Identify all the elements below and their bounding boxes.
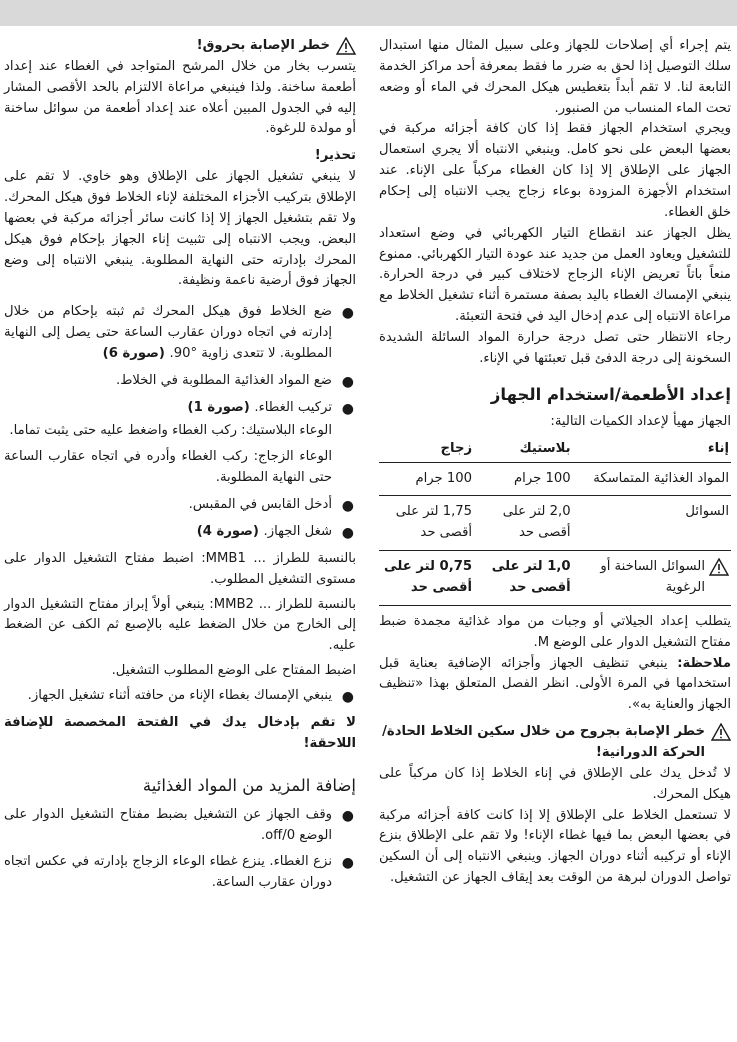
step-text: تركيب الغطاء. xyxy=(254,399,332,415)
row-label: السوائل xyxy=(573,496,731,551)
list-item xyxy=(4,495,356,516)
header-container: إناء xyxy=(573,437,731,462)
step-text: وقف الجهاز عن التشغيل بضبط مفتاح التشغيل الدوار على الوضع off/0. xyxy=(4,806,332,843)
step-text: نزع الغطاء. ينزع غطاء الوعاء الزجاج بإدارته في عكس اتجاه دوران عقارب الساعة. xyxy=(4,854,332,891)
lid-opening-warning: لا تقم بإدخال يدك في الفتحة المخصصة للإضافة اللاحقة! xyxy=(4,714,356,751)
usage-steps-list-2 xyxy=(4,686,356,707)
note-paragraph xyxy=(379,654,731,717)
quantities-table xyxy=(379,437,731,606)
list-item xyxy=(4,805,356,847)
step-text: ضع المواد الغذائية المطلوبة في الخلاط. xyxy=(116,372,332,388)
note-text: ينبغي تنظيف الجهاز وأجزائه الإضافية بعناية قبل استخدامها في المرة الأولى. انظر الفصل المتعلق بهذا «تنظيف الجهاز والعناية به». xyxy=(379,655,731,713)
adding-steps-list xyxy=(4,805,356,894)
row-plastic-value: 2,0 لتر على أقصى حد xyxy=(474,496,573,551)
intro-paragraph-2: ويجري استخدام الجهاز فقط إذا كان كافة أجزائه مركبة في بعضها البعض على نحو كامل. وينبغي الانتباه ألا يجري استعمال الجهاز على الإطلاق إلا إذا كان الغطاء مركباً على الإناء. عند استخدام الأجهزة المزودة بوعاء زجاج يجب الانتباه إلى إحكام خلق الغطاء. xyxy=(379,121,731,220)
table-header-row xyxy=(379,437,731,462)
bullet-icon: ● xyxy=(341,373,354,390)
figure-ref: (صورة 4) xyxy=(196,524,264,540)
table-intro: الجهاز مهيأ لإعداد الكميات التالية: xyxy=(550,413,731,429)
row-glass-value: 0,75 لتر على أقصى حد xyxy=(379,551,474,606)
usage-steps-list xyxy=(4,302,356,543)
burn-warning-title xyxy=(4,36,356,57)
left-column xyxy=(4,36,356,900)
section-title-adding: إضافة المزيد من المواد الغذائية xyxy=(142,775,356,795)
intro-paragraph-1: يتم إجراء أي إصلاحات للجهاز وعلى سبيل المثال منها استبدال سلك التوصيل إذا لحق به ضرر ما فقط بمعرفة أحد مراكز الخدمة التابعة لنا. لا تقم أبداً بتغطيس هيكل المحرك في الماء أو وضعه تحت الماء المنساب من الصنبور. xyxy=(379,38,731,116)
table-row xyxy=(379,496,731,551)
right-column xyxy=(379,36,731,889)
blade-warning-text: خطر الإصابة بجروح من خلال سكين الخلاط الحادة/الحركة الدورانية! xyxy=(382,724,705,760)
section-title-preparation: إعداد الأطعمة/استخدام الجهاز xyxy=(490,384,731,404)
blade-warning-title xyxy=(379,722,731,764)
note-label: ملاحظة: xyxy=(677,655,731,671)
list-item xyxy=(4,852,356,894)
row-label: السوائل الساخنة أو الرغوية xyxy=(600,559,705,595)
row-plastic-value: 1,0 لتر على أقصى حد xyxy=(474,551,573,606)
row-plastic-value: 100 جرام xyxy=(474,462,573,496)
step-text: ضع الخلاط فوق هيكل المحرك ثم ثبته بإحكام من خلال إدارته في اتجاه دوران عقارب الساعة حتى يصل إلى النهاية المطلوبة. لا تتعدى زاوية °90. xyxy=(4,304,332,362)
intro-paragraph-4: رجاء الانتظار حتى تصل درجة حرارة المواد السائلة الشديدة السخونة إلى درجة الدفئ قبل تعبئتها في الإناء. xyxy=(379,330,731,366)
bullet-icon: ● xyxy=(341,525,354,542)
row-glass-value: 100 جرام xyxy=(379,462,474,496)
bullet-icon: ● xyxy=(341,400,354,417)
mmb1-paragraph: بالنسبة للطراز ... MMB1: اضبط مفتاح التشغيل الدوار على مستوى التشغيل المطلوب. xyxy=(4,550,356,587)
step-text: شغل الجهاز. xyxy=(263,524,332,540)
figure-ref: (صورة 6) xyxy=(102,346,170,362)
table-row-hot-liquids xyxy=(379,551,731,606)
warning-icon xyxy=(336,37,356,55)
burn-warning-text: خطر الإصابة بحروق! xyxy=(196,38,330,53)
bullet-icon: ● xyxy=(341,498,354,515)
burn-warning-paragraph: يتسرب بخار من خلال المرشح المتواجد في الغطاء عند إعداد أطعمة ساخنة. ولذا فينبغي مراعاة الالتزام بالحد الأقصى المشار إليه في الجدول المبين أعلاه عند إعداد أطعمة من سوائل ساخنة أو مولدة للرغوة. xyxy=(4,58,356,137)
row-label: المواد الغذائية المتماسكة xyxy=(573,462,731,496)
bullet-icon: ● xyxy=(341,305,354,322)
caution-paragraph: لا ينبغي تشغيل الجهاز على الإطلاق وهو خاوي. لا تقم على الإطلاق بتركيب الأجزاء المختلفة لإناء الخلاط فوق هيكل المحرك. ولا تقم بتشغيل الجهاز إلا إذا كانت سائر أجزائه مركبة في بعضها البعض. ويجب الانتباه إلى تثبيت إناء الجهاز بإحكام فوق هيكل المحرك بإدارته حتى النهاية المطلوبة. ينبغي الانتباه إلى وضع الجهاز فوق أرضية ناعمة ونظيفة. xyxy=(4,169,356,289)
header-plastic: بلاستيك xyxy=(474,437,573,462)
step-sub-plastic: الوعاء البلاستيك: ركب الغطاء واضغط عليه حتى يثبت تماما. xyxy=(9,422,332,438)
caution-title: تحذير! xyxy=(314,148,356,164)
mmb2-paragraph: بالنسبة للطراز ... MMB2: ينبغي أولاً إبراز مفتاح التشغيل الدوار إلى الخارج من خلال الضغط عليه بالإصبع ثم الكف عن الضغط عليه. xyxy=(4,596,357,654)
list-item xyxy=(4,302,356,365)
table-row xyxy=(379,462,731,496)
list-item xyxy=(4,686,356,707)
step-text: ينبغي الإمساك بغطاء الإناء من حافته أثناء تشغيل الجهاز. xyxy=(27,688,332,704)
set-switch-paragraph: اضبط المفتاح على الوضع المطلوب التشغيل. xyxy=(111,663,356,679)
bullet-icon: ● xyxy=(341,689,354,706)
gelatin-paragraph: يتطلب إعداد الجيلاتي أو وجبات من مواد غذائية مجمدة ضبط مفتاح التشغيل الدوار على الوضع M. xyxy=(379,613,731,650)
blade-warning-paragraph-2: لا تستعمل الخلاط على الإطلاق إلا إذا كانت كافة أجزائه مركبة في بعضها البعض بما فيها غطاء الإناء! ولا تقم على الإطلاق بنزع الإناء أو تركيبه أثناء دوران الجهاز. وينبغي الانتباه إلى أن السكين تواصل الدوران لبرهة من الوقت بعد إيقاف الجهاز عن التشغيل. xyxy=(379,807,731,886)
list-item xyxy=(4,522,356,543)
step-sub-glass: الوعاء الزجاج: ركب الغطاء وأدره في اتجاه عقارب الساعة حتى النهاية المطلوبة. xyxy=(4,449,332,486)
warning-icon xyxy=(709,558,729,576)
step-text: أدخل القابس في المقبس. xyxy=(188,497,332,513)
bullet-icon: ● xyxy=(341,807,354,824)
document-page xyxy=(0,26,737,1042)
intro-paragraph-3: يظل الجهاز عند انقطاع التيار الكهربائي في وضع استعداد للتشغيل ويعاود العمل من جديد عند عودة التيار الكهربائي. ممنوع منعاً باتاً تعريض الإناء الزجاج لاختلاف كبير في درجة الحرارة. ينبغي الإمساك الغطاء باليد بصفة مستمرة أثناء تشغيل الخلاط مع مراعاة الانتباه إلى عدم إدخال اليد في فتحة التعبئة. xyxy=(379,225,731,325)
top-bar xyxy=(0,0,737,26)
header-glass: زجاج xyxy=(379,437,474,462)
warning-icon xyxy=(711,723,731,741)
blade-warning-paragraph-1: لا تُدخل يدك على الإطلاق في إناء الخلاط إذا كان مركباً على هيكل المحرك. xyxy=(379,765,731,802)
list-item xyxy=(4,371,356,392)
hot-liquids-cell xyxy=(573,551,731,606)
row-glass-value: 1,75 لتر على أقصى حد xyxy=(379,496,474,551)
hot-liquids-label-wrap xyxy=(575,557,729,599)
list-item xyxy=(4,398,356,489)
figure-ref: (صورة 1) xyxy=(187,399,255,415)
bullet-icon: ● xyxy=(341,855,354,872)
